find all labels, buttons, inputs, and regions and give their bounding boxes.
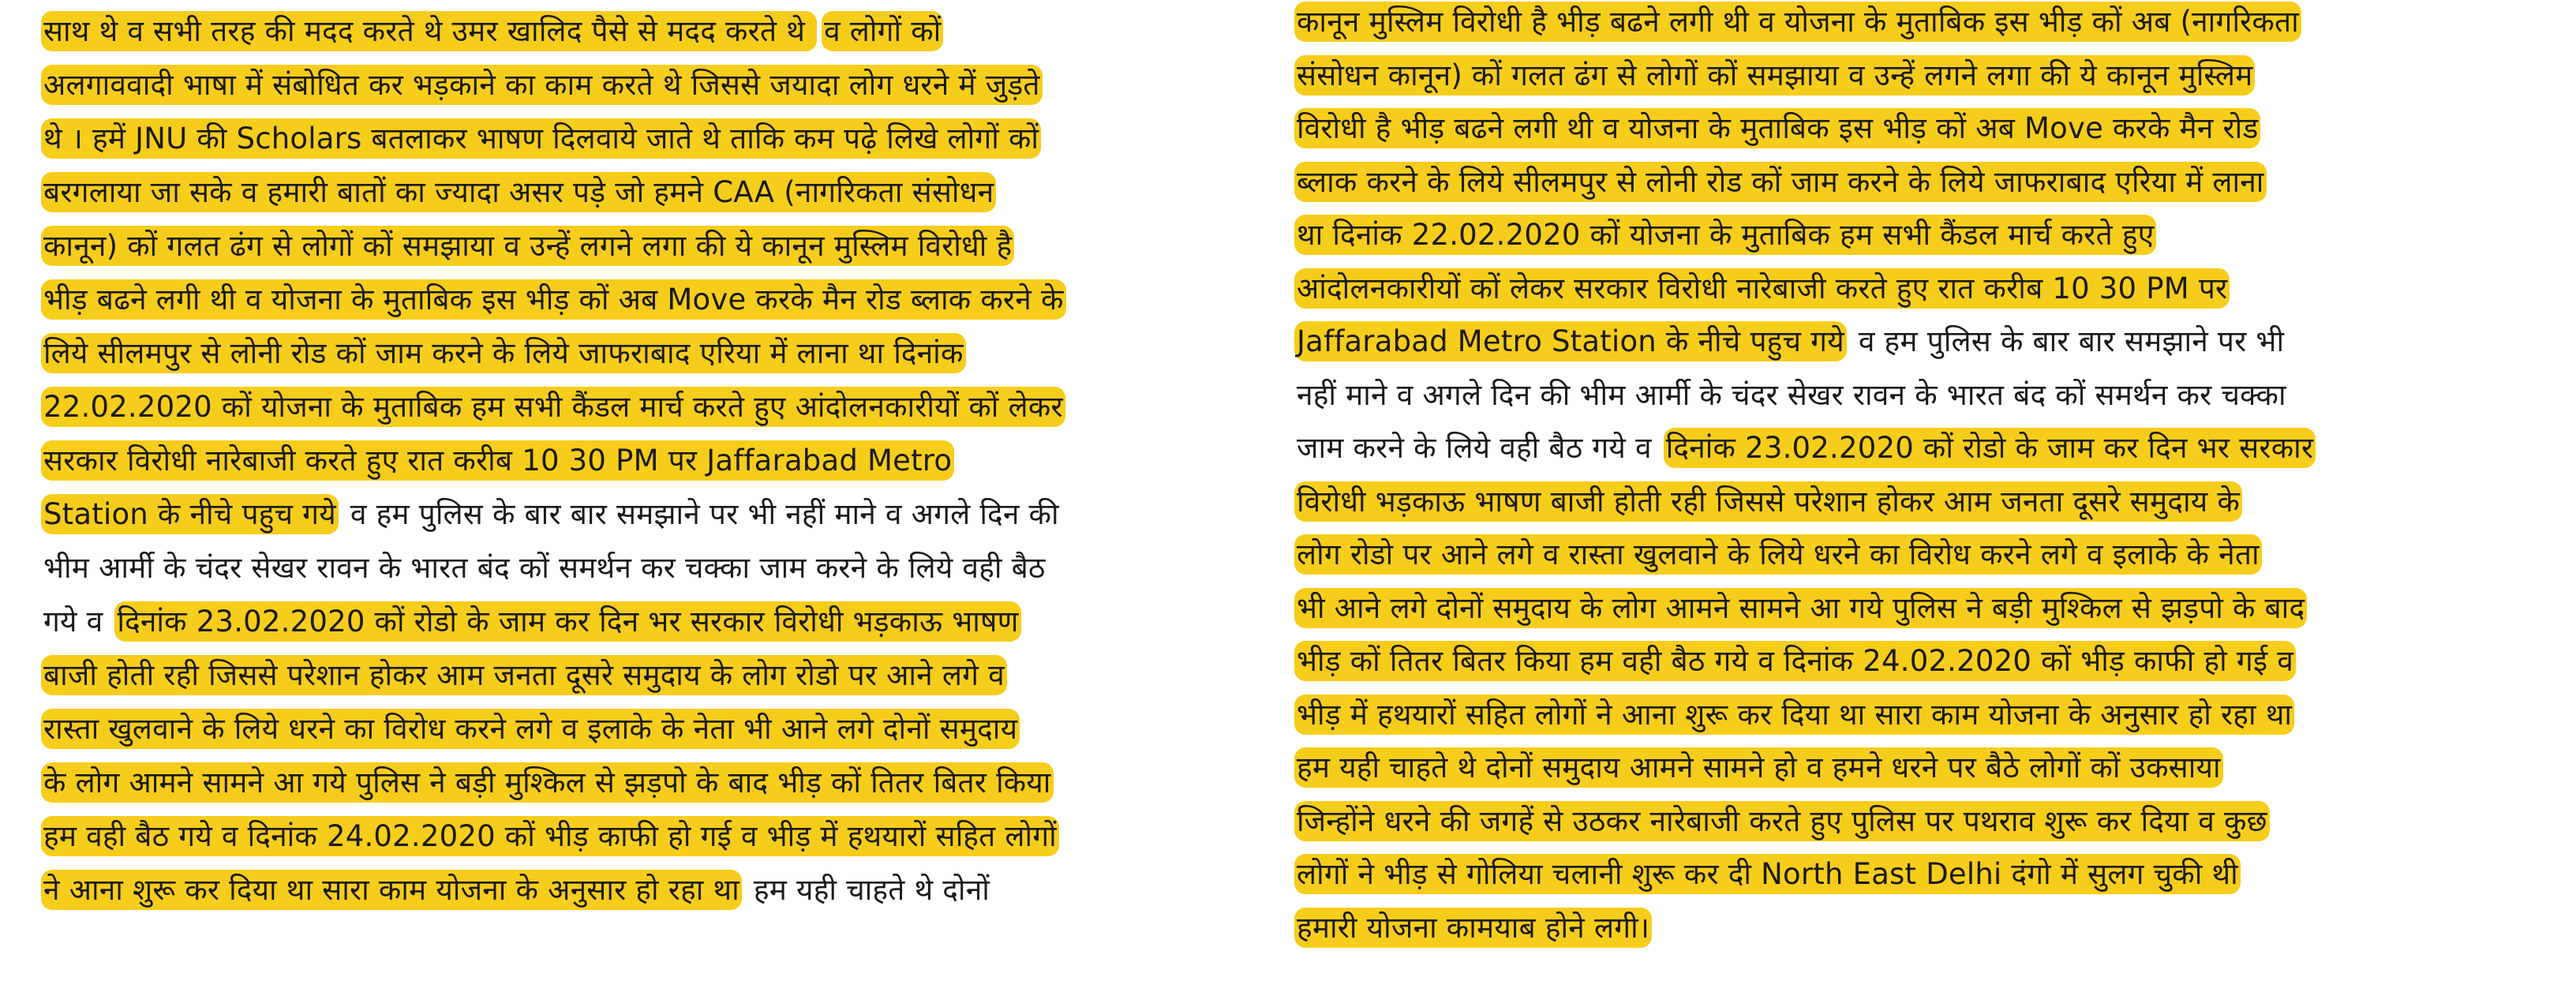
highlighted-text-segment: जिन्होंने धरने की जगहें से उठकर नारेबाजी करते हुए पुलिस पर पथराव शुरू कर दिया व कुछ xyxy=(1294,801,2270,841)
highlighted-text-segment: ब्लाक करने के लिये सीलमपुर से लोनी रोड कों जाम करने के लिये जाफराबाद एरिया में लाना xyxy=(1294,162,2267,202)
plain-text-segment: व हम पुलिस के बार बार समझाने पर भी xyxy=(1848,324,2285,358)
document-text-line xyxy=(41,541,1241,595)
document-text-line xyxy=(41,166,1241,219)
document-text-line xyxy=(41,380,1241,434)
document-text-line xyxy=(1294,49,2525,103)
plain-text-segment: व हम पुलिस के बार बार समझाने पर भी नहीं माने व अगले दिन की xyxy=(340,497,1059,531)
document-text-line xyxy=(1294,795,2525,848)
document-text-line xyxy=(1294,208,2525,262)
document-text-line xyxy=(41,810,1241,863)
highlighted-text-segment: भीड़ बढने लगी थी व योजना के मुताबिक इस भीड़ कों अब Move करके मैन रोड ब्लाक करने के xyxy=(41,279,1066,320)
highlighted-text-segment: हम वही बैठ गये व दिनांक 24.02.2020 कों भीड़ काफी हो गई व भीड़ में हथयारों सहित लोगों xyxy=(41,816,1059,856)
document-text-line xyxy=(41,434,1241,488)
document-text-line xyxy=(41,595,1241,649)
highlighted-text-segment: के लोग आमने सामने आ गये पुलिस ने बड़ी मुश्किल से झड़पो के बाद भीड़ कों तितर बितर किया xyxy=(41,762,1054,803)
highlighted-text-segment: हम यही चाहते थे दोनों समुदाय आमने सामने हो व हमने धरने पर बैठे लोगों कों उकसाया xyxy=(1294,747,2223,788)
highlighted-text-segment: व लोगों कों xyxy=(822,11,943,51)
highlighted-text-segment: बरगलाया जा सके व हमारी बातों का ज्यादा असर पड़े जो हमने CAA (नागरिकता संसोधन xyxy=(41,172,996,212)
highlighted-text-segment: लोग रोडो पर आने लगे व रास्ता खुलवाने के लिये धरने का विरोध करने लगे व इलाके के नेता xyxy=(1294,534,2262,575)
document-text-line xyxy=(41,112,1241,166)
document-text-line xyxy=(1294,262,2525,316)
plain-text-segment: जाम करने के लिये वही बैठ गये व xyxy=(1297,431,1661,465)
highlighted-text-segment: भी आने लगे दोनों समुदाय के लोग आमने सामने आ गये पुलिस ने बड़ी मुश्किल से झड़पो के बाद xyxy=(1294,588,2307,628)
right-page-lines xyxy=(1294,0,2525,954)
highlighted-text-segment: Jaffarabad Metro Station के नीचे पहुच गये xyxy=(1294,321,1847,361)
document-text-line xyxy=(41,327,1241,380)
highlighted-text-segment: थे । हमें JNU की Scholars बतलाकर भाषण दिलवाये जाते थे ताकि कम पढ़े लिखे लोगों कों xyxy=(41,118,1041,159)
highlighted-text-segment: लोगों ने भीड़ से गोलिया चलानी शुरू कर दी North East Delhi दंगो में सुलग चुकी थी xyxy=(1294,854,2241,894)
left-document-page xyxy=(0,0,1255,981)
document-text-line xyxy=(41,219,1241,273)
highlighted-text-segment: कानून मुस्लिम विरोधी है भीड़ बढने लगी थी व योजना के मुताबिक इस भीड़ कों अब (नागरिकता xyxy=(1294,2,2301,42)
highlighted-text-segment: Station के नीचे पहुच गये xyxy=(41,494,339,534)
document-text-line xyxy=(41,756,1241,810)
highlighted-text-segment: भीड़ में हथयारों सहित लोगों ने आना शुरू कर दिया था सारा काम योजना के अनुसार हो रहा था xyxy=(1294,695,2294,735)
highlighted-text-segment: लिये सीलमपुर से लोनी रोड कों जाम करने के लिये जाफराबाद एरिया में लाना था दिनांक xyxy=(41,333,966,373)
plain-text-segment: नहीं माने व अगले दिन की भीम आर्मी के चंदर सेखर रावन के भारत बंद कों समर्थन कर चक्का xyxy=(1297,377,2286,412)
document-text-line xyxy=(1294,688,2525,742)
document-text-line xyxy=(1294,528,2525,582)
highlighted-text-segment: सरकार विरोधी नारेबाजी करते हुए रात करीब 10 30 PM पर Jaffarabad Metro xyxy=(41,440,954,481)
document-text-line xyxy=(1294,475,2525,529)
highlighted-text-segment: ने आना शुरू कर दिया था सारा काम योजना के अनुसार हो रहा था xyxy=(41,870,742,910)
highlighted-text-segment: रास्ता खुलवाने के लिये धरने का विरोध करने लगे व इलाके के नेता भी आने लगे दोनों समुदाय xyxy=(41,709,1020,749)
document-text-line xyxy=(1294,901,2525,955)
highlighted-text-segment: बाजी होती रही जिससे परेशान होकर आम जनता दूसरे समुदाय के लोग रोडो पर आने लगे व xyxy=(41,655,1007,695)
right-document-page xyxy=(1294,0,2576,981)
document-text-line xyxy=(1294,0,2525,49)
document-text-line xyxy=(1294,155,2525,209)
document-text-line xyxy=(1294,582,2525,635)
plain-text-segment: भीम आर्मी के चंदर सेखर रावन के भारत बंद कों समर्थन कर चक्का जाम करने के लिये वही बैठ xyxy=(43,551,1046,585)
document-text-line xyxy=(1294,315,2525,369)
highlighted-text-segment: विरोधी भड़काऊ भाषण बाजी होती रही जिससे परेशान होकर आम जनता दूसरे समुदाय के xyxy=(1294,481,2242,522)
document-text-line xyxy=(1294,421,2525,475)
highlighted-text-segment: कानून) कों गलत ढंग से लोगों कों समझाया व उन्हें लगने लगा की ये कानून मुस्लिम विरोधी है xyxy=(41,226,1014,266)
highlighted-text-segment: भीड़ कों तितर बितर किया हम वही बैठ गये व दिनांक 24.02.2020 कों भीड़ काफी हो गई व xyxy=(1294,641,2296,681)
document-text-line xyxy=(41,488,1241,541)
highlighted-text-segment: संसोधन कानून) कों गलत ढंग से लोगों कों समझाया व उन्हें लगने लगा की ये कानून मुस्लिम xyxy=(1294,55,2255,95)
document-text-line xyxy=(41,273,1241,327)
highlighted-text-segment: विरोधी है भीड़ बढने लगी थी व योजना के मुताबिक इस भीड़ कों अब Move करके मैन रोड xyxy=(1294,108,2260,148)
highlighted-text-segment: हमारी योजना कामयाब होने लगी। xyxy=(1294,908,1652,948)
highlighted-text-segment: अलगाववादी भाषा में संबोधित कर भड़काने का काम करते थे जिससे जयादा लोग धरने में जुड़ते xyxy=(41,65,1043,105)
document-text-line xyxy=(41,702,1241,756)
highlighted-text-segment: आंदोलनकारीयों कों लेकर सरकार विरोधी नारेबाजी करते हुए रात करीब 10 30 PM पर xyxy=(1294,268,2230,309)
plain-text-segment: गये व xyxy=(43,605,113,638)
document-text-line xyxy=(1294,369,2525,422)
document-text-line xyxy=(1294,102,2525,155)
document-text-line xyxy=(41,649,1241,702)
plain-text-segment: हम यही चाहते थे दोनों xyxy=(743,873,990,907)
left-page-lines xyxy=(41,5,1241,917)
document-text-line xyxy=(41,863,1241,917)
document-text-line xyxy=(1294,848,2525,901)
document-text-line xyxy=(1294,741,2525,795)
highlighted-text-segment: 22.02.2020 कों योजना के मुताबिक हम सभी कैंडल मार्च करते हुए आंदोलनकारीयों कों लेकर xyxy=(41,387,1065,427)
document-text-line xyxy=(1294,635,2525,688)
highlighted-text-segment: दिनांक 23.02.2020 कों रोडो के जाम कर दिन भर सरकार विरोधी भड़काऊ भाषण xyxy=(114,601,1020,642)
highlighted-text-segment: साथ थे व सभी तरह की मदद करते थे उमर खालिद पैसे से मदद करते थे xyxy=(41,11,817,51)
highlighted-text-segment: दिनांक 23.02.2020 कों रोडो के जाम कर दिन भर सरकार xyxy=(1664,428,2316,468)
highlighted-text-segment: था दिनांक 22.02.2020 कों योजना के मुताबिक हम सभी कैंडल मार्च करते हुए xyxy=(1294,215,2156,255)
document-text-line xyxy=(41,58,1241,112)
document-text-line xyxy=(41,5,1241,58)
